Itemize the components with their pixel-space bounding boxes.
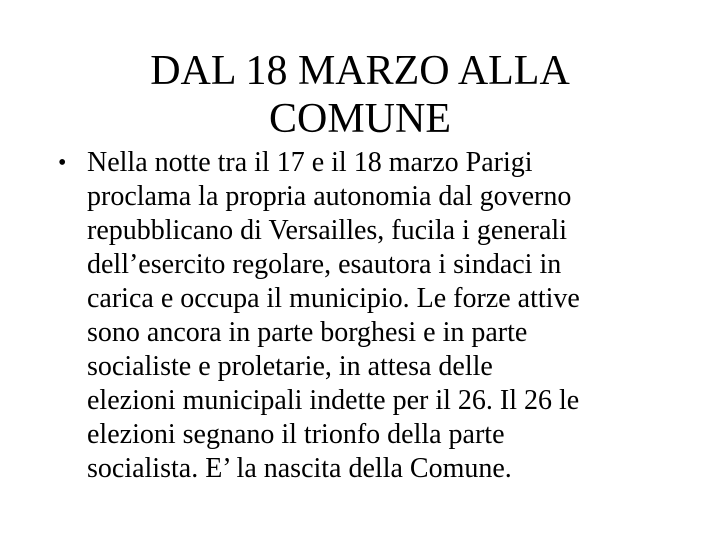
body-line: Nella notte tra il 17 e il 18 marzo Parigi bbox=[87, 147, 533, 178]
bullet-list bbox=[58, 146, 668, 486]
title-line: DAL 18 MARZO ALLA bbox=[150, 48, 570, 94]
bullet-icon: • bbox=[58, 150, 67, 176]
body-line: carica e occupa il municipio. Le forze attive bbox=[87, 283, 580, 314]
title-line: COMUNE bbox=[268, 96, 451, 142]
body-line: elezioni municipali indette per il 26. Il 26 le bbox=[87, 385, 580, 416]
body-line: sono ancora in parte borghesi e in parte bbox=[87, 317, 528, 348]
body-line: socialiste e proletarie, in attesa delle bbox=[87, 351, 493, 382]
slide-title bbox=[54, 47, 666, 143]
bullet-item bbox=[58, 146, 668, 486]
body-line: socialista. E’ la nascita della Comune. bbox=[87, 453, 512, 484]
body-line: dell’esercito regolare, esautora i sindaci in bbox=[87, 249, 562, 280]
body-line: proclama la propria autonomia dal governo bbox=[87, 181, 572, 212]
body-line: elezioni segnano il trionfo della parte bbox=[87, 419, 505, 450]
body-line: repubblicano di Versailles, fucila i generali bbox=[87, 215, 567, 246]
